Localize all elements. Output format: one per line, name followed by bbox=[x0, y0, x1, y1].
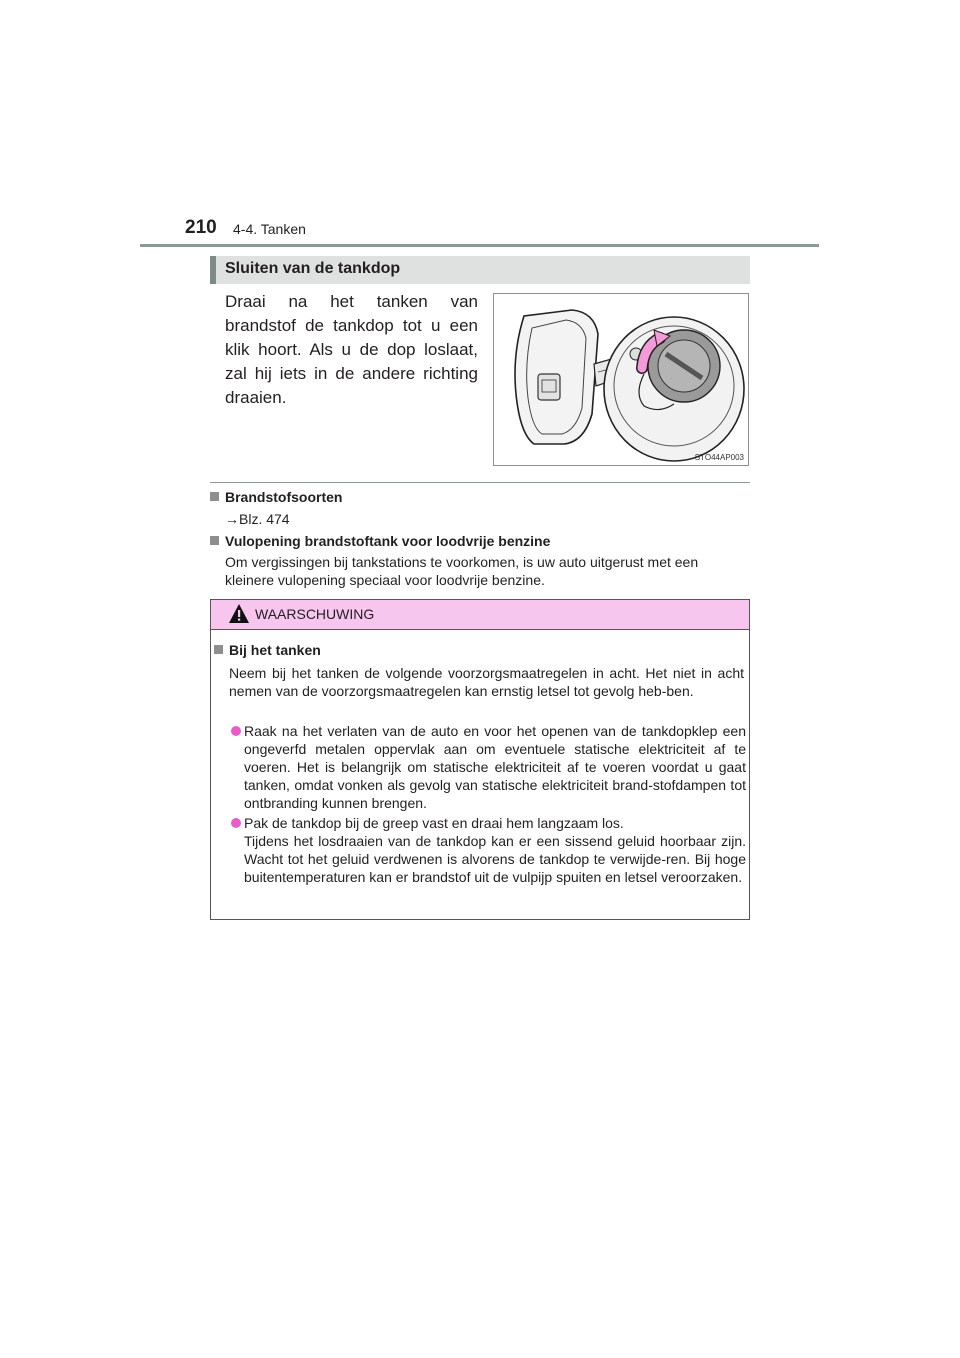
item-text-fuel-types: →Blz. 474 bbox=[225, 511, 290, 527]
figure-code: STO44AP003 bbox=[694, 453, 744, 462]
item-heading-fuel-types: Brandstofsoorten bbox=[210, 489, 342, 505]
warning-bullet-1: Raak na het verlaten van de auto en voor het openen van de tankdopklep een ongeverfd metalen oppervlak aan om eventuele statische elektriciteit af te voeren. Het is belangrijk om statische elektriciteit af te voeren voordat u gaat tanken, omdat vonken als gevolg van statische elektriciteit brand-stofdampen tot ontbranding kunnen brengen. bbox=[231, 722, 746, 812]
square-bullet-icon bbox=[214, 645, 223, 654]
section-label: 4-4. Tanken bbox=[233, 221, 306, 237]
warning-triangle-icon bbox=[228, 603, 250, 624]
item-heading-filler-opening: Vulopening brandstoftank voor loodvrije benzine bbox=[210, 533, 550, 549]
square-bullet-icon bbox=[210, 492, 219, 501]
warning-label: WAARSCHUWING bbox=[255, 606, 375, 622]
section-heading bbox=[210, 256, 750, 284]
fuel-cap-illustration bbox=[493, 293, 749, 466]
header-rule bbox=[140, 244, 819, 247]
warning-intro: Neem bij het tanken de volgende voorzorgsmaatregelen in acht. Het niet in acht nemen van de voorzorgsmaatregelen kan ernstig letsel tot gevolg heb-ben. bbox=[229, 665, 744, 699]
item-text-filler-opening: Om vergissingen bij tankstations te voorkomen, is uw auto uitgerust met een kleinere vulopening speciaal voor loodvrije benzine. bbox=[225, 554, 699, 588]
page-number: 210 bbox=[185, 217, 217, 238]
circle-bullet-icon bbox=[231, 726, 241, 736]
section-divider bbox=[210, 482, 750, 483]
warning-box bbox=[210, 599, 750, 920]
circle-bullet-icon bbox=[231, 818, 241, 828]
square-bullet-icon bbox=[210, 536, 219, 545]
heading-accent bbox=[210, 256, 216, 284]
warning-header bbox=[211, 600, 749, 630]
warning-title: Bij het tanken bbox=[214, 642, 321, 658]
warning-bullet-2: Pak de tankdop bij de greep vast en draai hem langzaam los. Tijdens het losdraaien van de tankdop kan er een sissend geluid hoorbaar zijn. Wacht tot het geluid verdwenen is alvorens de tankdop te verwijde-ren. Bij hoge buitentemperaturen kan er brandstof uit de vulpijp spuiten en letsel veroorzaken. bbox=[231, 814, 746, 886]
intro-text: Draai na het tanken van brandstof de tankdop tot u een klik hoort. Als u de dop loslaat, zal hij iets in de andere richting draaien. bbox=[225, 292, 478, 407]
fuel-cap-drawing bbox=[494, 294, 748, 465]
section-heading-text: Sluiten van de tankdop bbox=[225, 260, 401, 277]
